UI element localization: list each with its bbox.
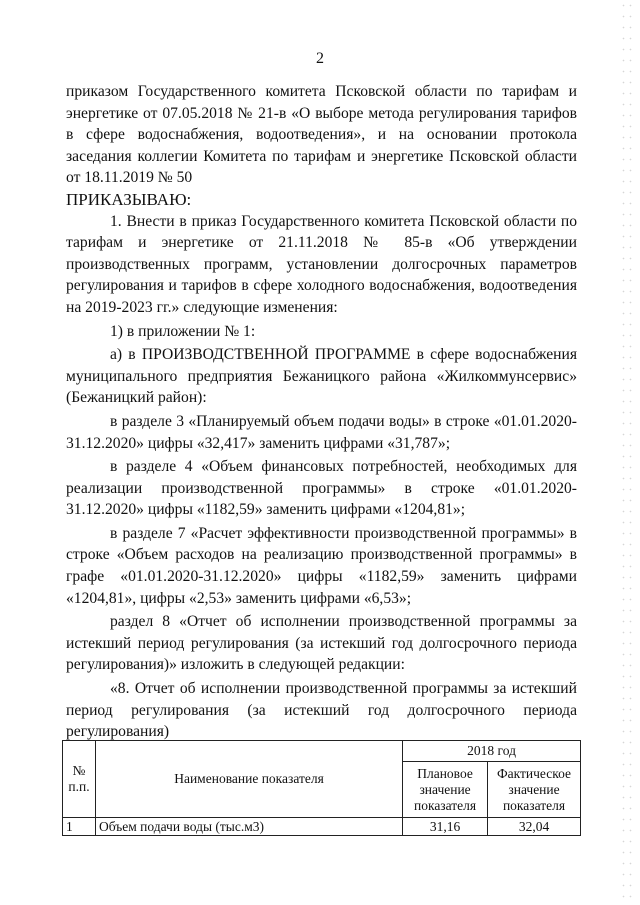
table-header-fact: Фактическое значение показателя — [488, 762, 581, 818]
item-1-paragraph: 1. Внести в приказ Государственного комитета Псковской области по тарифам и энергетике от 21.11.2018 № 85-в «Об утверждении производственных программ, установлении долгосрочных параметров регулирования и тарифов в сфере холодного водоснабжения, водоотведения на 2019-2023 гг.» следующие изменения: — [66, 212, 577, 316]
table-header-year: 2018 год — [403, 741, 581, 762]
table-header-name: Наименование показателя — [95, 741, 402, 818]
report-table — [62, 740, 581, 836]
table-cell-plan: 31,16 — [403, 818, 488, 836]
section-3-paragraph: в разделе 3 «Планируемый объем подачи воды» в строке «01.01.2020-31.12.2020» цифры «32,417» заменить цифрами «31,787»; — [66, 412, 577, 452]
section-4-paragraph: в разделе 4 «Объем финансовых потребностей, необходимых для реализации производственной программы» в строке «01.01.2020-31.12.2020» цифры «1182,59» заменить цифрами «1204,81»; — [66, 458, 577, 519]
table-header-plan: Плановое значение показателя — [403, 762, 488, 818]
subitem-1-paragraph: 1) в приложении № 1: — [110, 322, 256, 340]
subitem-a-paragraph: а) в ПРОИЗВОДСТВЕННОЙ ПРОГРАММЕ в сфере водоснабжения муниципального предприятия Бежаницкого района «Жилкоммунсервис» (Бежаницкий район): — [66, 346, 577, 407]
table-row — [63, 818, 581, 836]
section-7-paragraph: в разделе 7 «Расчет эффективности производственной программы» в строке «Объем расходов на реализацию производственной программы» в графе «01.01.2020-31.12.2020» цифры «1182,59» заменить цифрами «1204,81», цифры «2,53» заменить цифрами «6,53»; — [66, 524, 577, 607]
section-8-paragraph: раздел 8 «Отчет об исполнении производственной программы за истекший период регулирования (за истекший год долгосрочного периода регулирования)» изложить в следующей редакции: — [66, 613, 577, 674]
table-cell-fact: 32,04 — [488, 818, 581, 836]
intro-paragraph: приказом Государственного комитета Псковской области по тарифам и энергетике от 07.05.2018 № 21-в «О выборе метода регулирования тарифов в сфере водоснабжения, водоотведения», и на основании протокола заседания коллегии Комитета по тарифам и энергетике Псковской области от 18.11.2019 № 50 — [66, 83, 577, 187]
table-cell-num: 1 — [63, 818, 96, 836]
table-cell-name: Объем подачи воды (тыс.м3) — [95, 818, 402, 836]
scan-edge-noise — [620, 0, 634, 905]
table-header-num: № п.п. — [63, 741, 96, 818]
document-body — [66, 81, 577, 743]
section-8-quote-paragraph: «8. Отчет об исполнении производственной программы за истекший период регулирования (за истекший год долгосрочного периода регулирования) — [66, 680, 577, 741]
order-heading: ПРИКАЗЫВАЮ: — [66, 189, 192, 209]
page-number: 2 — [316, 50, 324, 67]
